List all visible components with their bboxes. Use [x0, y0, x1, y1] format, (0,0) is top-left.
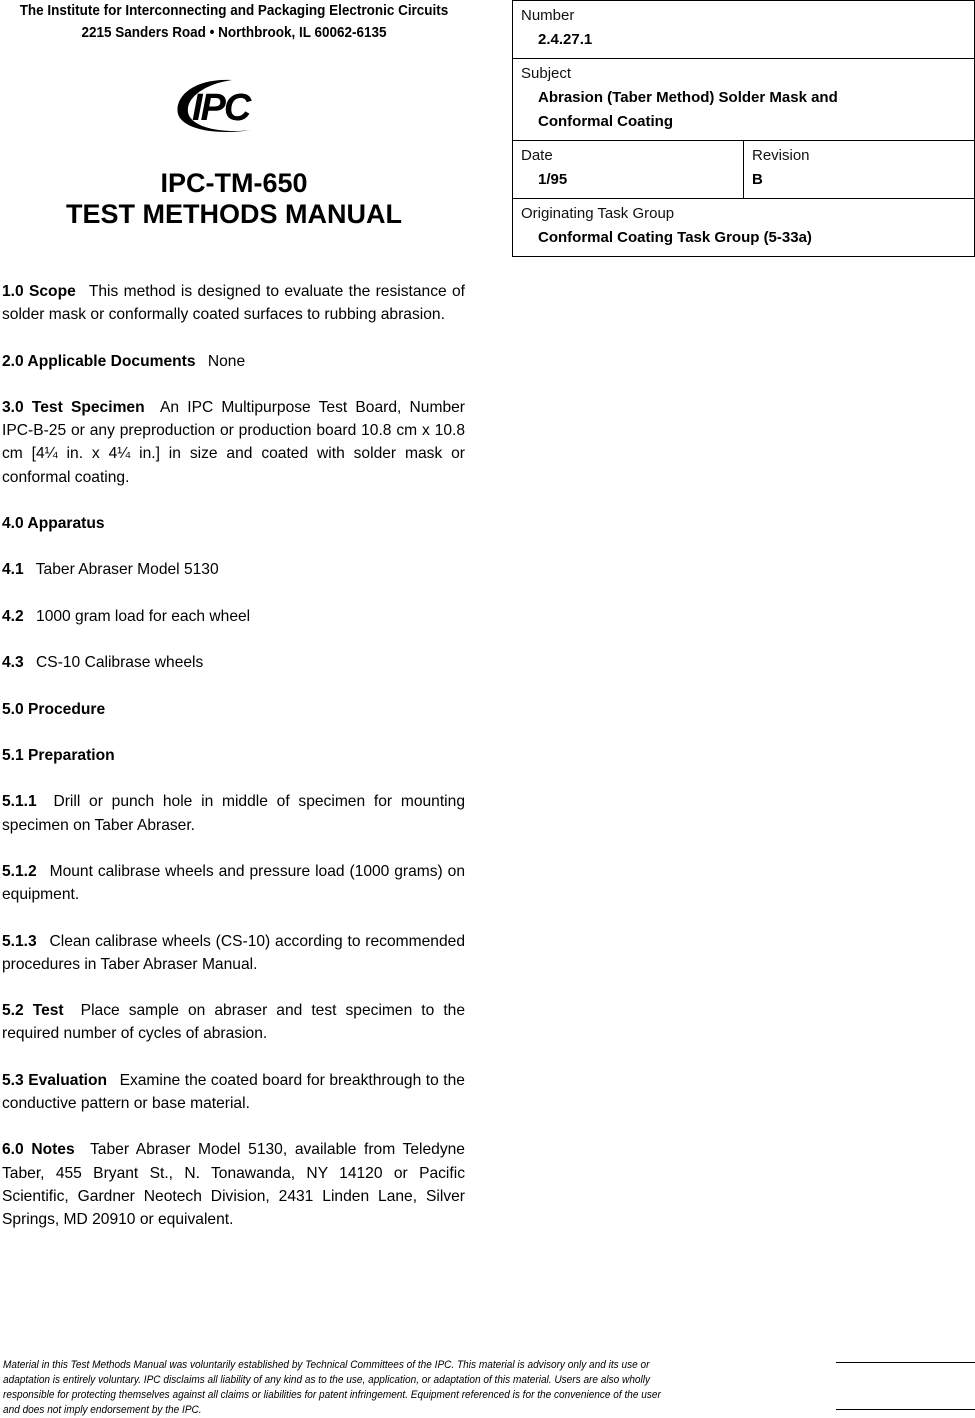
section-heading: 4.0 Apparatus	[2, 514, 105, 532]
section-heading: 1.0 Scope	[2, 283, 76, 300]
section-heading: 5.3 Evaluation	[2, 1071, 108, 1089]
ipc-logo	[172, 76, 282, 136]
section-heading: 4.2	[2, 607, 24, 625]
section-text: Taber Abraser Model 5130, available from Teledyne Taber, 455 Bryant St., N. Tonawanda, NY 14120 or Pacific Scientific, Gardner Neotech Division, 2431 Linden Lane, Silver Springs, MD 20910 or equivalent.	[2, 1141, 465, 1228]
section-heading: 5.1.3	[2, 932, 37, 950]
number-value: 2.4.27.1	[538, 31, 593, 48]
document-header	[16, 0, 451, 44]
section-heading: 5.2 Test	[2, 1002, 64, 1020]
task-group-label: Originating Task Group	[521, 205, 675, 222]
date-cell	[513, 141, 743, 198]
section-heading: 2.0 Applicable Documents	[2, 352, 196, 370]
number-cell	[513, 1, 974, 58]
subject-value: Abrasion (Taber Method) Solder Mask and Conformal Coating	[538, 89, 838, 130]
section-paragraph	[2, 350, 465, 373]
section-paragraph	[2, 698, 465, 721]
section-text: Mount calibrase wheels and pressure load (1000 grams) on equipment.	[2, 862, 465, 904]
section-paragraph	[2, 558, 465, 581]
section-paragraph	[2, 1069, 465, 1115]
section-heading: 5.0 Procedure	[2, 700, 106, 718]
footer-rule-bottom	[836, 1409, 975, 1410]
section-paragraph	[2, 605, 465, 628]
footer-rule-top	[836, 1362, 975, 1363]
task-group-value: Conformal Coating Task Group (5-33a)	[538, 229, 812, 246]
footer-disclaimer: Material in this Test Methods Manual was voluntarily established by Technical Committees of the IPC. This material is advisory only and its use or adaptation is entirely voluntary. IPC disclaims all liability of any kind as to the use, application, or adaptation of this material. Users are also wholly responsible for protecting themselves against all claims or liabilities for patent infringement. Equipment referenced is for the convenience of the user and does not imply endorsement by the IPC.	[3, 1359, 661, 1416]
section-text: Drill or punch hole in middle of specimen for mounting specimen on Taber Abraser.	[2, 793, 465, 834]
section-text: CS-10 Calibrase wheels	[36, 654, 204, 672]
section-text: Taber Abraser Model 5130	[35, 561, 219, 579]
section-paragraph	[2, 1138, 465, 1231]
section-text: None	[207, 352, 246, 370]
section-text: Clean calibrase wheels (CS-10) according to recommended procedures in Taber Abraser Manual.	[2, 932, 465, 973]
section-paragraph	[2, 396, 465, 489]
section-text: Place sample on abraser and test specimen to the required number of cycles of abrasion.	[2, 1002, 465, 1043]
subject-cell	[513, 59, 974, 140]
title-line-1: IPC-TM-650	[160, 168, 308, 198]
manual-title	[0, 168, 468, 230]
section-heading: 4.1	[2, 561, 24, 579]
subject-label: Subject	[521, 65, 572, 82]
title-line-2: TEST METHODS MANUAL	[66, 199, 402, 229]
section-paragraph	[2, 744, 465, 767]
date-value: 1/95	[538, 171, 568, 188]
section-paragraph	[2, 860, 465, 906]
section-paragraph	[2, 512, 465, 535]
revision-cell	[743, 141, 974, 198]
section-paragraph	[2, 790, 465, 836]
document-body	[2, 280, 465, 1254]
section-text: Examine the coated board for breakthrough to the conductive pattern or base material.	[2, 1071, 465, 1112]
institute-name: The Institute for Interconnecting and Packaging Electronic Circuits	[19, 3, 449, 19]
section-text: This method is designed to evaluate the resistance of solder mask or conformally coated surfaces to rubbing abrasion.	[2, 283, 465, 324]
section-text: 1000 gram load for each wheel	[36, 607, 251, 625]
section-paragraph	[2, 651, 465, 674]
section-paragraph	[2, 999, 465, 1045]
revision-label: Revision	[752, 147, 810, 164]
section-heading: 3.0 Test Specimen	[2, 398, 145, 416]
institute-address: 2215 Sanders Road • Northbrook, IL 60062-6135	[81, 25, 387, 41]
revision-value: B	[752, 171, 763, 188]
date-label: Date	[521, 147, 553, 164]
section-heading: 5.1.1	[2, 793, 37, 811]
section-heading: 6.0 Notes	[2, 1141, 75, 1159]
number-label: Number	[521, 7, 575, 24]
section-heading: 5.1 Preparation	[2, 746, 115, 764]
section-paragraph	[2, 930, 465, 976]
section-paragraph	[2, 280, 465, 326]
svg-text:IPC: IPC	[192, 87, 250, 129]
info-table	[512, 0, 975, 257]
task-group-cell	[513, 199, 974, 256]
section-heading: 5.1.2	[2, 862, 37, 880]
section-heading: 4.3	[2, 654, 24, 672]
section-text: An IPC Multipurpose Test Board, Number IPC-B-25 or any preproduction or production board 10.8 cm x 10.8 cm [4¼ in. x 4¼ in.] in size and coated with solder mask or conformal coating.	[2, 398, 465, 486]
